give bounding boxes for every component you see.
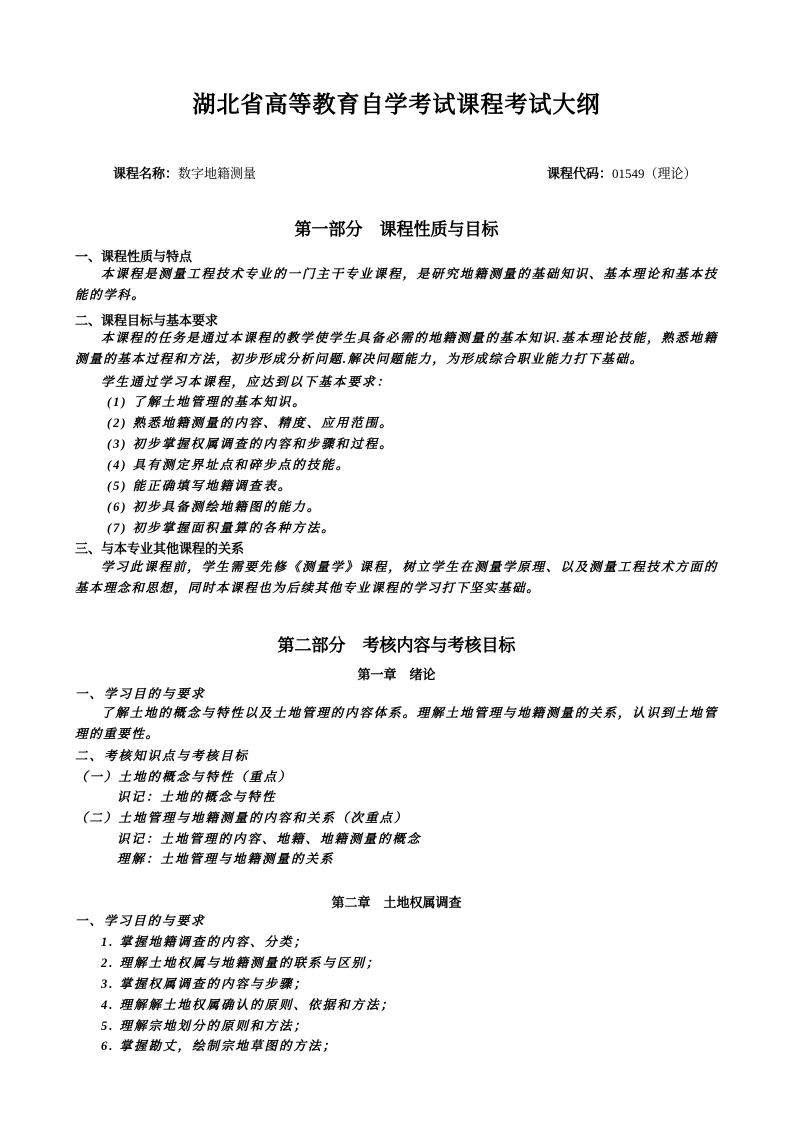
section-heading: 二、课程目标与基本要求 — [75, 314, 219, 329]
list-item: (4) 具有测定界址点和碎步点的技能。 — [107, 458, 351, 472]
knowledge-detail: 识记：土地的概念与特性 — [117, 790, 277, 804]
part1-heading: 第一部分 课程性质与目标 — [294, 220, 499, 240]
paragraph: 了解土地的概念与特性以及土地管理的内容体系。理解土地管理与地籍测量的关系，认识到土地管理的重要性。 — [75, 706, 718, 741]
list-item: 1. 掌握地籍调查的内容、分类； — [101, 935, 309, 949]
course-name-label: 课程名称： — [113, 167, 179, 182]
list-item: (1) 了解土地管理的基本知识。 — [107, 395, 307, 409]
section-heading: 二、考核知识点与考核目标 — [75, 749, 250, 763]
list-item: 5. 理解宗地划分的原则和方法； — [101, 1019, 309, 1033]
part2-heading: 第二部分 考核内容与考核目标 — [277, 636, 516, 656]
list-item: (6) 初步具备测绘地籍图的能力。 — [107, 500, 322, 514]
paragraph: 本课程是测量工程技术专业的一门主干专业课程，是研究地籍测量的基础知识、基本理论和基本技能的学科。 — [75, 267, 718, 302]
paragraph: 本课程的任务是通过本课程的教学使学生具备必需的地籍测量的基本知识.基本理论技能，熟悉地籍测量的基本过程和方法，初步形成分析问题.解决问题能力，为形成综合职业能力打下基础。 — [75, 331, 718, 366]
list-item: 3. 掌握权属调查的内容与步骤； — [101, 977, 309, 991]
list-item: 2. 理解土地权属与地籍测量的联系与区别； — [101, 956, 381, 970]
list-item: 6. 掌握勘丈，绘制宗地草图的方法； — [101, 1039, 338, 1053]
knowledge-detail: 理解：土地管理与地籍测量的关系 — [117, 852, 335, 866]
knowledge-point: （一）土地的概念与特性（重点） — [75, 770, 293, 784]
chapter-heading: 第二章 土地权属调查 — [331, 896, 462, 911]
list-item: (7) 初步掌握面积量算的各种方法。 — [107, 521, 336, 535]
course-name-value: 数字地籍测量 — [178, 166, 257, 181]
document-title: 湖北省高等教育自学考试课程考试大纲 — [192, 92, 601, 118]
course-code-label: 课程代码： — [547, 167, 613, 182]
section-heading: 一、学习目的与要求 — [75, 687, 206, 701]
course-code-value: 01549（理论） — [612, 166, 697, 181]
knowledge-point: （二）土地管理与地籍测量的内容和关系（次重点） — [75, 811, 409, 825]
section-heading: 一、学习目的与要求 — [75, 914, 206, 928]
section-heading: 三、与本专业其他课程的关系 — [75, 542, 245, 557]
paragraph: 学习此课程前，学生需要先修《测量学》课程，树立学生在测量学原理、以及测量工程技术方面的基本理念和思想，同时本课程也为后续其他专业课程的学习打下坚实基础。 — [75, 560, 718, 595]
course-name — [113, 163, 256, 182]
list-item: (2) 熟悉地籍测量的内容、精度、应用范围。 — [107, 416, 394, 430]
list-item: (5) 能正确填写地籍调查表。 — [107, 479, 293, 493]
chapter-heading: 第一章 绪论 — [357, 668, 436, 683]
knowledge-detail: 识记：土地管理的内容、地籍、地籍测量的概念 — [117, 832, 422, 846]
paragraph: 学生通过学习本课程，应达到以下基本要求： — [101, 375, 392, 389]
section-heading: 一、课程性质与特点 — [75, 250, 193, 265]
list-item: (3) 初步掌握权属调查的内容和步骤和过程。 — [107, 437, 394, 451]
list-item: 4. 理解解土地权属确认的原则、依据和方法； — [101, 998, 396, 1012]
course-code — [547, 163, 697, 182]
